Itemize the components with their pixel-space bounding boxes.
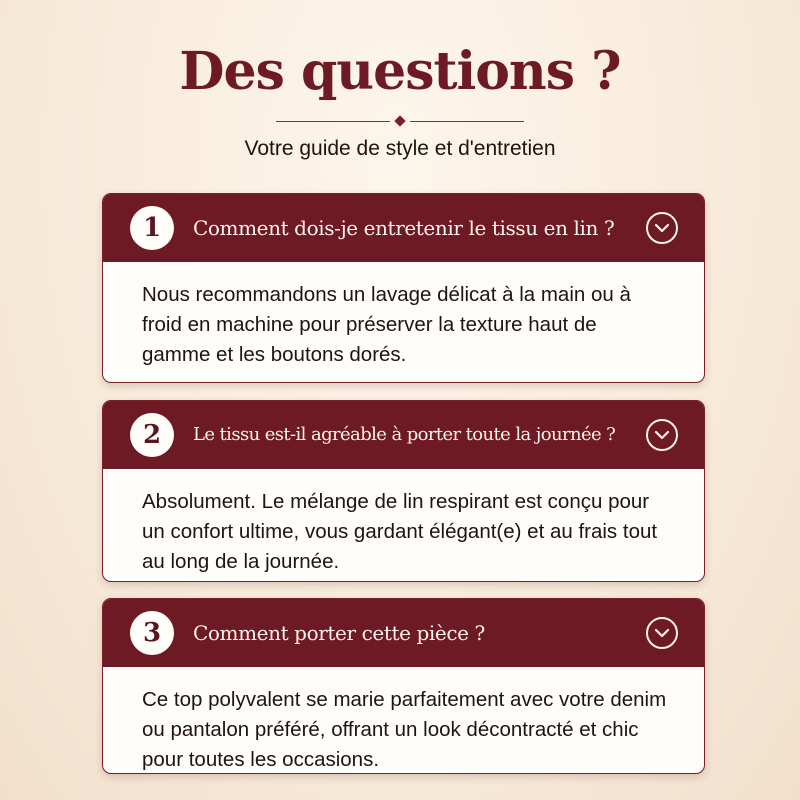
faq-answer: Absolument. Le mélange de lin respirant est conçu pour un confort ultime, vous gardant élégant(e) et au frais tout au long de la journée. [142,490,658,573]
divider-line-left [276,121,390,122]
faq-question-header-3[interactable] [103,599,704,667]
chevron-down-icon[interactable] [646,212,678,244]
faq-item-2 [102,400,705,582]
faq-answer: Nous recommandons un lavage délicat à la main ou à froid en machine pour préserver la texture haut de gamme et les boutons dorés. [142,283,631,366]
faq-answer: Ce top polyvalent se marie parfaitement avec votre denim ou pantalon préféré, offrant un look décontracté et chic pour toutes les occasions. [142,688,667,771]
divider-line-right [410,121,524,122]
subtitle: Votre guide de style et d'entretien [244,137,556,160]
chevron-down-icon[interactable] [646,617,678,649]
faq-question: Comment dois-je entretenir le tissu en lin ? [193,216,615,240]
faq-question: Le tissu est-il agréable à porter toute la journée ? [193,424,616,445]
faq-item-1 [102,193,705,383]
faq-question-header-2[interactable] [103,401,704,469]
chevron-down-icon[interactable] [646,419,678,451]
faq-question: Comment porter cette pièce ? [193,621,485,645]
number-badge: 2 [130,413,174,457]
page-title: Des questions ? [179,41,621,102]
faq-item-3 [102,598,705,774]
number-badge: 1 [130,206,174,250]
faq-question-header-1[interactable] [103,194,704,262]
title-divider [276,117,524,125]
number-badge: 3 [130,611,174,655]
header [0,0,800,190]
diamond-icon [394,115,405,126]
